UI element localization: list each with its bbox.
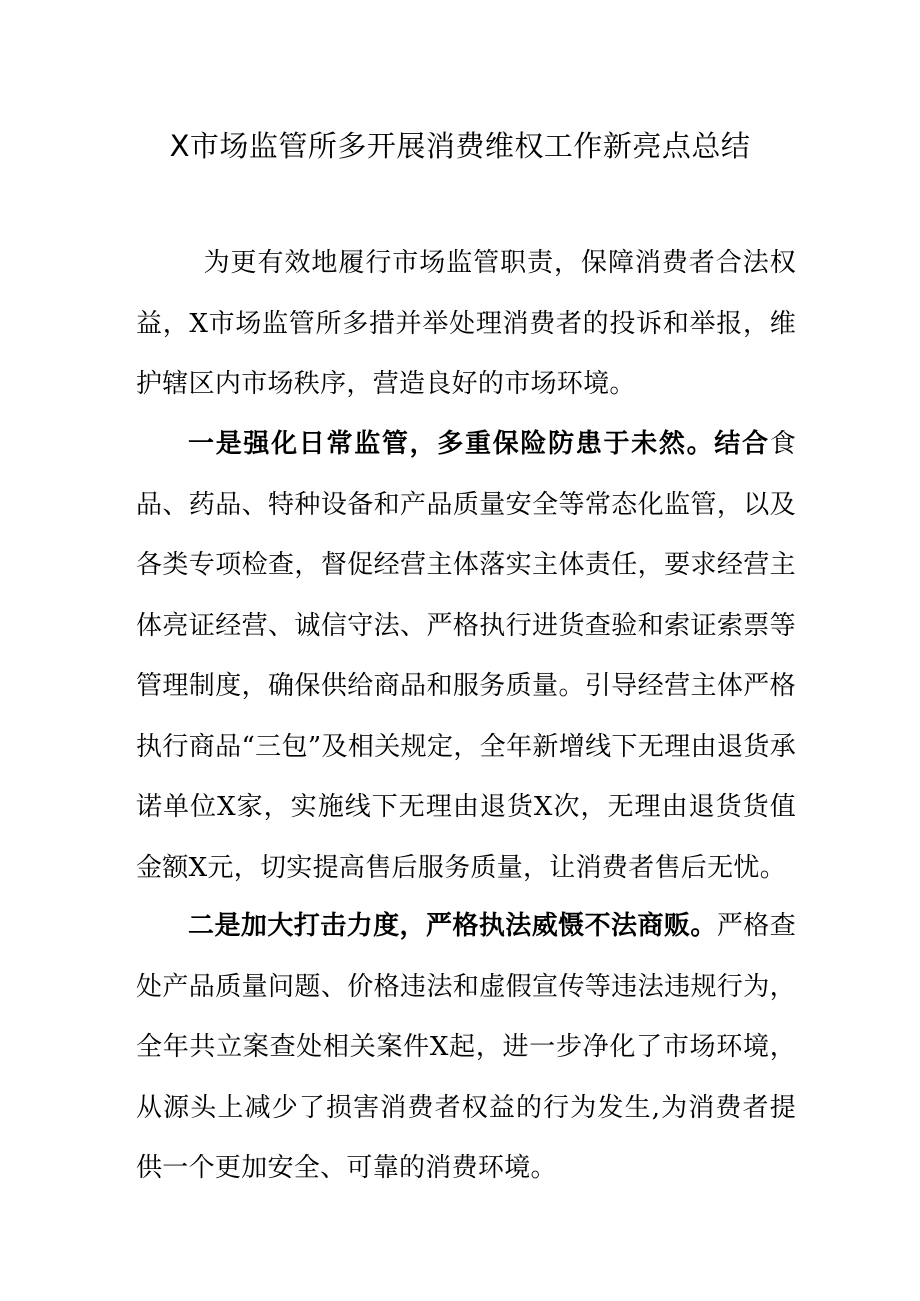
section-one-lead: 一是强化日常监管，多重保险防患于未然。结合 bbox=[188, 429, 770, 459]
section-one-block bbox=[136, 414, 796, 898]
section-one-body: 食品、药品、特种设备和产品质量安全等常态化监管，以及各类专项检查，督促经营主体落实主体责任，要求经营主体亮证经营、诚信守法、严格执行进货查验和索证索票等管理制度，确保供给商品和服务质量。引导经营主体严格执行商品“三包”及相关规定，全年新增线下无理由退货承诺单位X家，实施线下无理由退货X次，无理由退货货值金额X元，切实提高售后服务质量，让消费者售后无忧。 bbox=[136, 429, 796, 883]
section-one-paragraph bbox=[136, 414, 796, 898]
document-title: X市场监管所多开展消费维权工作新亮点总结 bbox=[169, 129, 751, 163]
section-two-block bbox=[136, 896, 796, 1199]
section-two-paragraph bbox=[136, 896, 796, 1199]
intro-paragraph: 为更有效地履行市场监管职责，保障消费者合法权益，X市场监管所多措并举处理消费者的投诉和举报，维护辖区内市场秩序，营造良好的市场环境。 bbox=[136, 248, 796, 399]
section-two-lead: 二是加大打击力度，严格执法威慑不法商贩。 bbox=[188, 911, 717, 941]
intro-paragraph-block bbox=[136, 233, 796, 415]
section-two-body: 严格查处产品质量问题、价格违法和虚假宣传等违法违规行为，全年共立案查处相关案件X起，进一步净化了市场环境，从源头上减少了损害消费者权益的行为发生,为消费者提供一个更加安全、可靠的消费环境。 bbox=[136, 911, 796, 1183]
